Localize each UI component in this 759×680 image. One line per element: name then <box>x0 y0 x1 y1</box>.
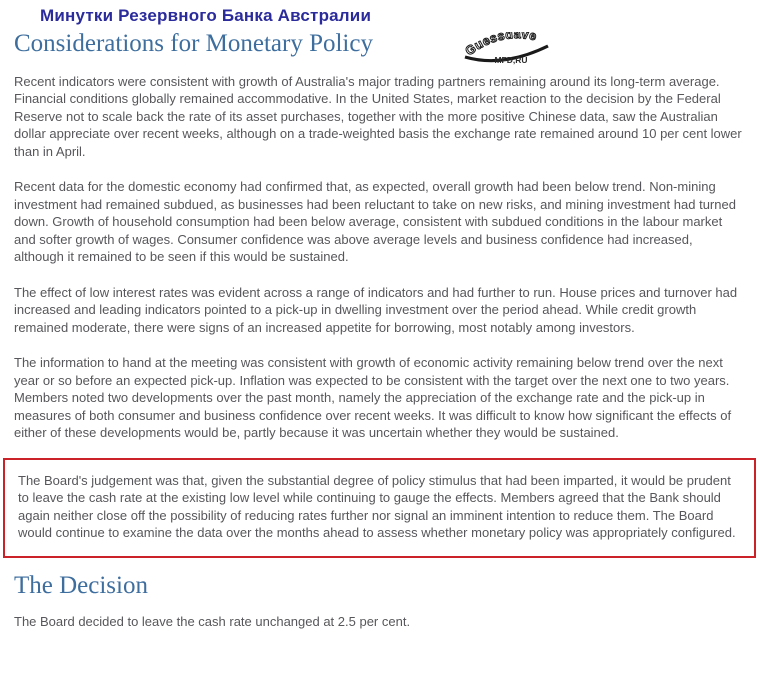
paragraph-meeting-information: The information to hand at the meeting was consistent with growth of economic activity remaining below trend over the next year or so before an expected pick-up. Inflation was expected to be consistent with the target over the next one to two years. Members noted two developments over the past month, namely the appreciation of the exchange rate and the pick-up in measures of both consumer and business confidence over recent weeks. It was difficult to know how significant the effects of either of these developments would be, partly because it was uncertain whether they would be sustained. <box>14 355 732 441</box>
paragraph-decision: The Board decided to leave the cash rate unchanged at 2.5 per cent. <box>14 613 411 629</box>
section-heading-decision: The Decision <box>14 571 148 599</box>
watermark-arc-text: Guessdave <box>462 32 539 59</box>
watermark-sub-text: MFD,RU <box>494 55 528 65</box>
header-row <box>14 30 744 65</box>
paragraph-domestic-economy: Recent data for the domestic economy had confirmed that, as expected, overall growth had been below trend. Non-mining investment had remained subdued, as businesses had been reluctant to take on new risks, and mining investment had turned down. Growth of household consumption had been below average, consistent with subdued conditions in the labour market and softer growth of wages. Consumer confidence was above average levels and business confidence had increased, although it remained to be seen if this would be sustained. <box>14 179 736 265</box>
highlighted-judgement-box <box>3 458 756 558</box>
section-heading-considerations: Considerations for Monetary Policy <box>14 30 373 57</box>
page-title: Минутки Резервного Банка Австралии <box>40 6 372 25</box>
paragraph-interest-rates: The effect of low interest rates was evident across a range of indicators and had further to run. House prices and turnover had increased and leading indicators pointed to a pick-up in dwelling investment over the period ahead. While credit growth remained moderate, there were signs of an increased appetite for borrowing, most notably among investors. <box>14 284 738 335</box>
mfd-watermark-logo <box>455 32 555 68</box>
watermark-stamp-icon <box>455 32 555 68</box>
document-body <box>14 73 744 442</box>
paragraph-trading-partners: Recent indicators were consistent with growth of Australia's major trading partners remaining around its long-term average. Financial conditions globally remained accommodative. In the United States, market reaction to the decision by the Federal Reserve not to scale back the rate of its asset purchases, together with the more positive Chinese data, saw the Australian dollar appreciate over recent weeks, although on a trade-weighted basis the exchange rate remained around 10 per cent lower than in April. <box>14 73 742 159</box>
paragraph-board-judgement: The Board's judgement was that, given the substantial degree of policy stimulus that had been imparted, it would be prudent to leave the cash rate at the existing low level while continuing to gauge the effects. Members agreed that the Bank should again neither close off the possibility of reducing rates further nor signal an imminent intention to reduce them. The Board would continue to examine the data over the months ahead to assess whether monetary policy was appropriately configured. <box>18 472 736 541</box>
